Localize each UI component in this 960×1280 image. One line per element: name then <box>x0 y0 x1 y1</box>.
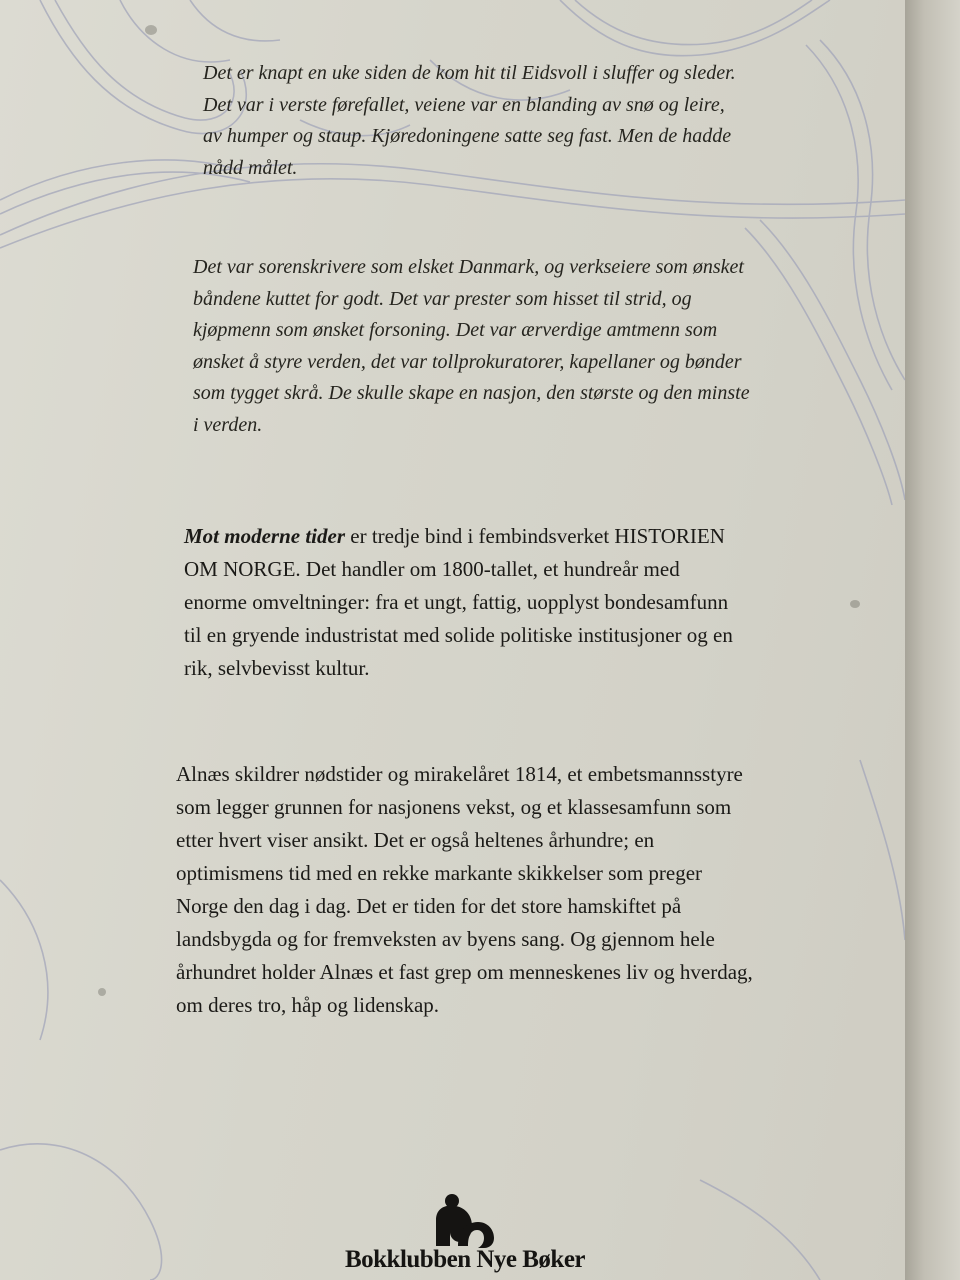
book-edge <box>905 0 960 1280</box>
book-title: Mot moderne tider <box>184 524 345 548</box>
description-paragraph-1 <box>184 520 744 685</box>
publisher-name: Bokklubben Nye Bøker <box>344 1246 586 1273</box>
intro-paragraph-2: Det var sorenskrivere som elsket Danmark, og verkseiere som ønsket båndene kuttet for godt. Det var prester som hisset til strid, og kjøpmenn som ønsket forsoning. Det var ærverdige amtmenn som ønsket å styre verden, det var tollprokuratorer, kapellaner og bønder som tygget skrå. De skulle skape en nasjon, den største og den minste i verden. <box>193 256 750 436</box>
description-paragraph-2: Alnæs skildrer nødstider og mirakelåret 1814, et embetsmannsstyre som legger grunnen for nasjonens vekst, og et klassesamfunn som etter hvert viser ansikt. Det er også heltenes århundre; en optimismens tid med en rekke markante skikkelser som preger Norge den dag i dag. Det er tiden for det store hamskiftet på landsbygda og for fremveksten av byens sang. Og gjennom hele århundret holder Alnæs et fast grep om menneskenes liv og hverdag, om deres tro, håp og lidenskap. <box>176 762 753 1017</box>
stain-mark <box>145 25 157 35</box>
publisher-logo <box>300 1192 630 1280</box>
stain-mark <box>98 988 106 996</box>
stain-mark <box>850 600 860 608</box>
description-paragraph-1-text: er tredje bind i fembindsverket HISTORIEN OM NORGE. Det handler om 1800-tallet, et hundreår med enorme omveltninger: fra et ungt, fattig, uopplyst bondesamfunn til en gryende industristat med solide politiske institusjoner og en rik, selvbevisst kultur. <box>184 524 733 680</box>
bokklubben-logo-icon <box>434 1192 496 1248</box>
intro-paragraph-1: Det er knapt en uke siden de kom hit til Eidsvoll i sluffer og sleder. Det var i verste førefallet, veiene var en blanding av snø og leire, av humper og staup. Kjøredoningene satte seg fast. Men de hadde nådd målet. <box>203 62 736 179</box>
